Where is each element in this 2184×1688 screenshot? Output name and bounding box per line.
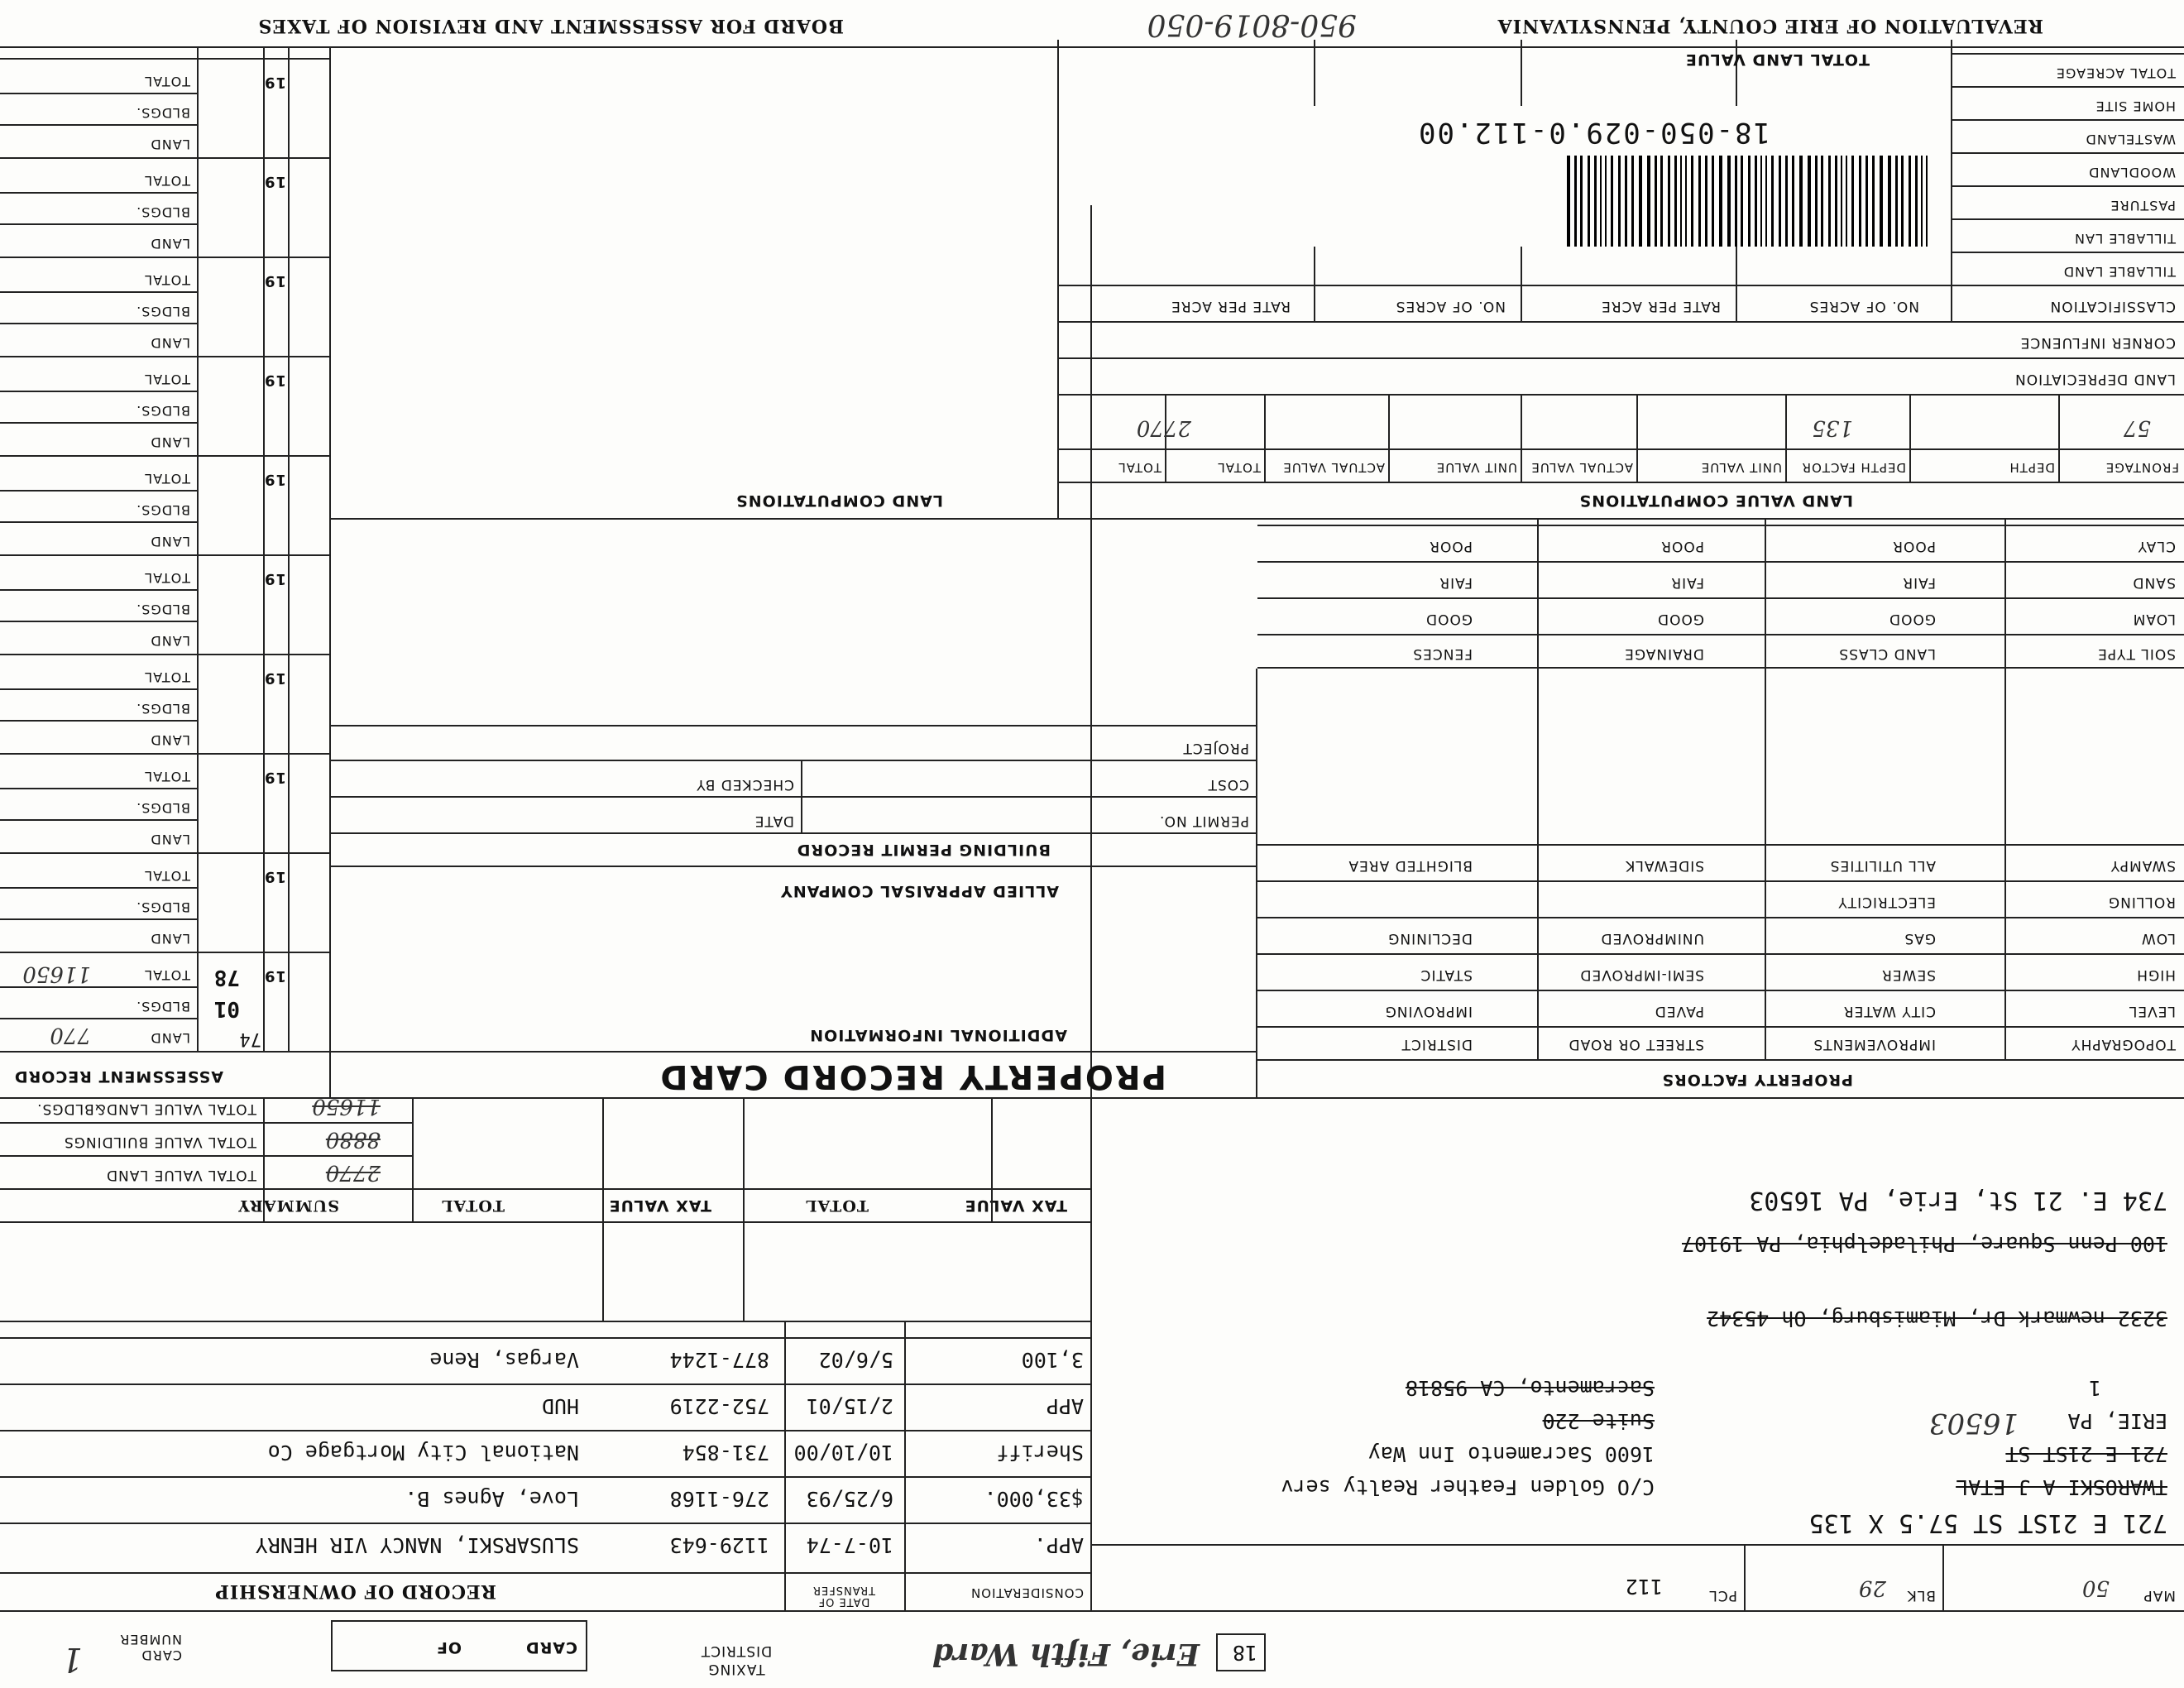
soil-item: CLAY	[2137, 538, 2176, 554]
summary-value-land: 2770	[325, 1160, 381, 1185]
barcode-bar	[1888, 156, 1891, 247]
assessment-bldgs-label: BLDGS.	[136, 304, 190, 319]
barcode-bar	[1841, 156, 1842, 247]
care-of-address: 1600 Sacramento Inn Way	[1367, 1442, 1655, 1466]
parcel-id: 18-050-029.0-112.00	[1417, 116, 1770, 149]
assessment-record	[0, 48, 331, 1099]
land-value-column-header: FRONTAGE	[2105, 460, 2179, 475]
barcode-bar	[1785, 156, 1788, 247]
assessment-year-prefix: 19	[263, 272, 286, 290]
barcode-bar	[1915, 156, 1918, 247]
address-block	[1092, 1082, 2184, 1546]
assessment-land-label: LAND	[150, 534, 190, 549]
owner-name-struck: TWAROSKI A J ETAL	[1956, 1475, 2167, 1499]
barcode-bar	[1799, 156, 1803, 247]
summary-total-header-2: TOTAL	[441, 1196, 505, 1215]
board-title: BOARD FOR ASSESSMENT AND REVISION OF TAXES	[257, 15, 844, 36]
barcode-bar	[1851, 156, 1854, 247]
assessment-land-hand: 770	[50, 1023, 91, 1048]
district-number-value: 18	[1232, 1641, 1257, 1665]
ownership-owner: National City Mortgage Co	[267, 1441, 579, 1465]
card-number-value: 1	[61, 1640, 83, 1678]
ownership-owner: SLUSARSKI, NANCY VIR HENRY	[255, 1533, 579, 1557]
land-depreciation-label: LAND DEPRECIATION	[2014, 371, 2176, 387]
line-five: 1	[2088, 1376, 2101, 1400]
assessment-bldgs-label: BLDGS.	[136, 999, 190, 1014]
assessment-land-label: LAND	[150, 236, 190, 252]
permit-cost-label: COST	[1207, 776, 1249, 793]
assessment-total-label: TOTAL	[144, 669, 190, 685]
record-card-middle	[331, 669, 1257, 1099]
parcel-barcode	[1299, 106, 1944, 247]
pcl-label: PCL	[1708, 1587, 1737, 1604]
land-class-grade: POOR	[1892, 538, 1936, 554]
land-class-header: LAND CLASS	[1838, 645, 1936, 662]
summary-value-buildings: 8880	[325, 1127, 381, 1152]
city-line: ERIE, PA	[2067, 1409, 2167, 1433]
assessment-year-74: 74	[239, 1029, 261, 1049]
blk-label: BLK	[1906, 1587, 1936, 1604]
acre-row-label: TOTAL ACREAGE	[2055, 65, 2176, 81]
improvement-item: GAS	[1904, 930, 1936, 947]
barcode-bar	[1866, 156, 1868, 247]
barcode-bar	[1674, 156, 1677, 247]
ownership-book: 752-2219	[669, 1394, 769, 1418]
barcode-bar	[1859, 156, 1861, 247]
card-number-box	[0, 1615, 182, 1688]
assessment-land-label: LAND	[150, 1030, 190, 1046]
land-value-column-header: TOTAL	[1217, 460, 1261, 475]
street-item: SIDEWALK	[1625, 857, 1704, 874]
property-factors	[1257, 669, 2184, 1099]
drainage-grade: GOOD	[1656, 611, 1704, 627]
blk-value: 29	[1858, 1575, 1886, 1600]
assessment-year-prefix: 19	[263, 570, 286, 587]
assessment-land-label: LAND	[150, 633, 190, 649]
fences-grade: FAIR	[1439, 574, 1473, 591]
acre-row-label: PASTURE	[2110, 198, 2176, 213]
barcode-bar	[1828, 156, 1831, 247]
summary-row-land: TOTAL VALUE LAND	[105, 1167, 256, 1183]
care-of-line: C/O Golden Feather Realty serv	[1281, 1475, 1655, 1499]
street-item: PAVED	[1654, 1003, 1704, 1019]
ownership-book: 1129-643	[669, 1533, 769, 1557]
barcode-bar	[1765, 156, 1767, 247]
land-value-column-header: TOTAL	[1118, 460, 1161, 475]
assessment-land-label: LAND	[150, 335, 190, 351]
assessment-total-label: TOTAL	[144, 769, 190, 784]
taxing-district-value: Erie, Fifth Ward	[932, 1637, 1200, 1671]
land-value-column-header: UNIT VALUE	[1700, 460, 1782, 475]
assessment-year-prefix: 19	[263, 868, 286, 885]
barcode-bar	[1808, 156, 1811, 247]
assessment-bldgs-label: BLDGS.	[136, 105, 190, 121]
barcode-bar	[1821, 156, 1823, 247]
topography-item: LEVEL	[2128, 1003, 2176, 1019]
assessment-land-label: LAND	[150, 931, 190, 947]
land-value-title: LAND VALUE COMPUTATIONS	[1578, 492, 1853, 510]
barcode-bar	[1698, 156, 1701, 247]
assessment-year-prefix: 19	[263, 471, 286, 488]
assessment-total-label: TOTAL	[144, 471, 190, 487]
assessment-total-label: TOTAL	[144, 272, 190, 288]
map-value: 50	[2081, 1575, 2110, 1600]
assessment-total-label: TOTAL	[144, 967, 190, 983]
of-label: OF	[435, 1638, 462, 1657]
land-class-grade: FAIR	[1902, 574, 1936, 591]
rate-per-acre-header: RATE PER ACRE	[1601, 298, 1721, 314]
assessment-year-prefix: 19	[263, 173, 286, 190]
barcode-bar	[1921, 156, 1923, 247]
depth-hand-value: 135	[1812, 415, 1853, 440]
assessment-year-prefix: 19	[263, 669, 286, 687]
barcode-bar	[1668, 156, 1670, 247]
ownership-consideration: APP.	[1033, 1533, 1084, 1557]
barcode-bar	[1771, 156, 1774, 247]
ownership-book: 877-1244	[669, 1348, 769, 1372]
sacramento-struck: Sacramento, CA 95818	[1405, 1376, 1655, 1400]
card-of-box	[331, 1620, 587, 1671]
assessment-record-title: ASSESSMENT RECORD	[13, 1067, 223, 1086]
ownership-date: 2/15/01	[806, 1394, 893, 1418]
assessment-year-prefix: 19	[263, 967, 286, 985]
assessment-total-label: TOTAL	[144, 173, 190, 189]
summary-value-total: 11650	[312, 1094, 381, 1119]
assessment-bldgs-label: BLDGS.	[136, 602, 190, 617]
permit-checked-by-label: CHECKED BY	[696, 776, 794, 793]
barcode-bar	[1691, 156, 1693, 247]
allied-appraisal-label: ALLIED APPRAISAL COMPANY	[780, 882, 1059, 900]
district-item: DECLINING	[1387, 930, 1473, 947]
old-address-struck: 721 E 21ST ST	[2005, 1442, 2167, 1466]
assessment-bldgs-label: BLDGS.	[136, 800, 190, 816]
barcode-bar	[1835, 156, 1837, 247]
ownership-owner: HUD	[541, 1394, 579, 1418]
fences-grade: GOOD	[1425, 611, 1473, 627]
permit-date-label: DATE	[754, 813, 794, 829]
summary-title: SUMMARY	[237, 1196, 339, 1215]
ownership-table	[0, 1322, 1092, 1612]
no-of-acres-header: NO. OF ACRES	[1808, 298, 1919, 314]
assessment-total-label: TOTAL	[144, 372, 190, 387]
topography-item: HIGH	[2136, 966, 2176, 983]
land-value-column-header: UNIT VALUE	[1435, 460, 1517, 475]
revaluation-title: REVALUATION OF ERIE COUNTY, PENNSYLVANIA	[1497, 15, 2043, 36]
acre-row-label: WOODLAND	[2088, 165, 2176, 180]
date-of-transfer-header: DATE OF TRANSFER	[812, 1584, 876, 1608]
street-item: SEMI-IMPROVED	[1579, 966, 1704, 983]
improvement-item: SEWER	[1881, 966, 1936, 983]
ownership-consideration: Sheriff	[996, 1441, 1084, 1465]
district-item: STATIC	[1420, 966, 1473, 983]
total-hand-value: 2770	[1136, 415, 1191, 440]
barcode-bar	[1735, 156, 1737, 247]
land-value-computations	[331, 40, 2184, 520]
barcode-bar	[1574, 156, 1577, 247]
assessment-land-label: LAND	[150, 137, 190, 152]
city-zip-hand: 16503	[1928, 1407, 2019, 1440]
address-line-1: 721 E 21ST ST 57.5 X 135	[1808, 1508, 2167, 1537]
miamisburg-struck: 3232 newmark Dr, Miamisburg, Oh 45342	[1707, 1307, 2167, 1331]
summary-row-total: TOTAL VALUE LAND&BLDGS.	[36, 1101, 256, 1117]
barcode-bar	[1611, 156, 1613, 247]
ownership-consideration: APP	[1046, 1394, 1084, 1418]
barcode-bar	[1660, 156, 1663, 247]
improvements-header: IMPROVEMENTS	[1813, 1036, 1936, 1053]
ownership-date: 5/6/02	[818, 1348, 893, 1372]
ownership-book: 731-854	[682, 1441, 769, 1465]
acre-row-label: HOME SITE	[2095, 98, 2176, 114]
assessment-land-label: LAND	[150, 732, 190, 748]
philadelphia-struck: 100 Penn Square, Philadelphia, PA 19107	[1682, 1232, 2167, 1256]
barcode-bar	[1647, 156, 1650, 247]
assessment-land-label: LAND	[150, 832, 190, 847]
parcel-row	[1092, 1546, 2184, 1612]
barcode-bar	[1625, 156, 1627, 247]
frontage-hand-value: 57	[2123, 415, 2151, 440]
soil-item: SAND	[2132, 574, 2176, 591]
record-of-ownership-title: RECORD OF OWNERSHIP	[214, 1580, 496, 1602]
classification-header: CLASSIFICATION	[2049, 298, 2176, 314]
assessment-year-prefix: 19	[263, 372, 286, 389]
map-label: MAP	[2143, 1587, 2176, 1604]
barcode-bar	[1755, 156, 1757, 247]
ownership-owner: Love, Agnes B.	[405, 1487, 579, 1511]
barcode-bar	[1618, 156, 1621, 247]
fences-grade: POOR	[1429, 538, 1473, 554]
property-record-card-title: PROPERTY RECORD CARD	[659, 1057, 1166, 1096]
land-class-grade: GOOD	[1888, 611, 1936, 627]
taxing-district-label: TAXING DISTRICT	[700, 1642, 773, 1677]
land-computations-title: LAND COMPUTATIONS	[735, 492, 943, 510]
current-address: 734 E. 21 St, Erie, PA 16503	[1749, 1186, 2167, 1215]
fences-header: FENCES	[1412, 645, 1473, 662]
barcode-bar	[1588, 156, 1590, 247]
land-value-column-header: DEPTH	[2009, 460, 2055, 475]
land-value-column-header: ACTUAL VALUE	[1282, 460, 1385, 475]
barcode-bar	[1901, 156, 1904, 247]
drainage-grade: FAIR	[1670, 574, 1704, 591]
drainage-header: DRAINAGE	[1624, 645, 1704, 662]
assessment-total-label: TOTAL	[144, 74, 190, 89]
barcode-bar	[1727, 156, 1731, 247]
barcode-bar	[1926, 156, 1928, 247]
building-permit-title: BUILDING PERMIT RECORD	[796, 841, 1051, 859]
assessment-bldgs-label: BLDGS.	[136, 899, 190, 915]
soil-item: LOAM	[2132, 611, 2176, 627]
corner-influence-label: CORNER INFLUENCE	[2019, 334, 2176, 351]
barcode-bar	[1846, 156, 1847, 247]
barcode-bar	[1779, 156, 1781, 247]
assessment-total-hand: 11650	[22, 961, 91, 986]
barcode-bar	[1680, 156, 1682, 247]
barcode-bar	[1600, 156, 1602, 247]
assessment-year-prefix: 19	[263, 74, 286, 91]
ownership-date: 6/25/93	[806, 1487, 893, 1511]
barcode-bar	[1815, 156, 1818, 247]
summary-row-buildings: TOTAL VALUE BUILDINGS	[63, 1134, 256, 1150]
acre-row-label: WASTELAND	[2085, 132, 2176, 147]
land-value-column-header: DEPTH FACTOR	[1801, 460, 1906, 475]
assessment-total-label: TOTAL	[144, 570, 190, 586]
assessment-year-prefix: 19	[263, 769, 286, 786]
barcode-bars	[1299, 156, 1928, 247]
district-item: BLIGHTED AREA	[1348, 857, 1473, 874]
soil-land-class	[1257, 520, 2184, 669]
barcode-bar	[1760, 156, 1762, 247]
barcode-bar	[1685, 156, 1687, 247]
barcode-bar	[1605, 156, 1607, 247]
district-header: DISTRICT	[1401, 1036, 1473, 1053]
street-header: STREET OR ROAD	[1568, 1036, 1704, 1053]
rate-per-acre-header-2: RATE PER ACRE	[1171, 298, 1291, 314]
consideration-header: CONSIDERATION	[970, 1585, 1084, 1600]
topography-item: SWAMPY	[2110, 857, 2176, 874]
ownership-book: 276-1168	[669, 1487, 769, 1511]
barcode-bar	[1895, 156, 1898, 247]
handwritten-reference: 950-8019-050	[1147, 7, 1357, 41]
soil-type-header: SOIL TYPE	[2097, 645, 2176, 662]
barcode-bar	[1872, 156, 1875, 247]
barcode-bar	[1880, 156, 1883, 247]
barcode-bar	[1792, 156, 1794, 247]
district-item: IMPROVING	[1384, 1003, 1473, 1019]
ownership-consideration: 3,100	[1021, 1348, 1084, 1372]
card-label: CARD	[524, 1638, 577, 1657]
assessment-year-01: 01	[213, 996, 240, 1021]
acre-row-label: TILLABLE LAN	[2074, 231, 2176, 247]
district-number-box	[1216, 1633, 1266, 1671]
summary-tax-value-header: TAX VALUE	[964, 1196, 1067, 1215]
pcl-value: 112	[1625, 1575, 1663, 1599]
acre-row-label: TILLABLE LAND	[2062, 264, 2176, 280]
additional-information-title: ADDITIONAL INFORMATION	[809, 1026, 1067, 1044]
drainage-grade: POOR	[1660, 538, 1704, 554]
land-value-column-header: ACTUAL VALUE	[1530, 460, 1633, 475]
summary-total-header: TOTAL	[805, 1196, 869, 1215]
barcode-bar	[1909, 156, 1911, 247]
assessment-bldgs-label: BLDGS.	[136, 403, 190, 419]
improvement-item: ELECTRICITY	[1837, 894, 1936, 910]
no-of-acres-header-2: NO. OF ACRES	[1395, 298, 1506, 314]
topography-item: ROLLING	[2107, 894, 2176, 910]
street-item: UNIMPROVED	[1600, 930, 1704, 947]
assessment-bldgs-label: BLDGS.	[136, 502, 190, 518]
barcode-bar	[1580, 156, 1583, 247]
barcode-bar	[1631, 156, 1634, 247]
barcode-bar	[1567, 156, 1570, 247]
permit-project-label: PROJECT	[1182, 740, 1249, 756]
topography-item: LOW	[2140, 930, 2176, 947]
assessment-total-label: TOTAL	[144, 868, 190, 884]
total-land-value-label: TOTAL LAND VALUE	[1684, 50, 1870, 69]
barcode-bar	[1655, 156, 1657, 247]
barcode-bar	[1719, 156, 1722, 247]
assessment-year-78: 78	[213, 965, 240, 990]
barcode-bar	[1639, 156, 1642, 247]
permit-no-label: PERMIT NO.	[1158, 813, 1249, 829]
topography-header: TOPOGRAPHY	[2071, 1036, 2176, 1053]
ownership-date: 10-7-74	[806, 1533, 893, 1557]
summary-table	[0, 1094, 1092, 1322]
barcode-bar	[1705, 156, 1707, 247]
improvement-item: CITY WATER	[1842, 1003, 1936, 1019]
barcode-bar	[1594, 156, 1597, 247]
property-factors-title: PROPERTY FACTORS	[1661, 1071, 1853, 1089]
assessment-bldgs-label: BLDGS.	[136, 701, 190, 717]
assessment-bldgs-label: BLDGS.	[136, 204, 190, 220]
barcode-bar	[1712, 156, 1714, 247]
summary-tax-value-header-2: TAX VALUE	[608, 1196, 711, 1215]
assessment-land-label: LAND	[150, 434, 190, 450]
card-number-label: CARD NUMBER	[119, 1632, 182, 1663]
ownership-date: 10/10/00	[793, 1441, 893, 1465]
barcode-bar	[1748, 156, 1751, 247]
barcode-bar	[1741, 156, 1743, 247]
suite-struck: Suite 220	[1542, 1409, 1655, 1433]
improvement-item: ALL UTILITIES	[1829, 857, 1936, 874]
ownership-owner: Vargas, Rene	[429, 1348, 579, 1372]
ownership-consideration: $33,000.	[984, 1487, 1084, 1511]
